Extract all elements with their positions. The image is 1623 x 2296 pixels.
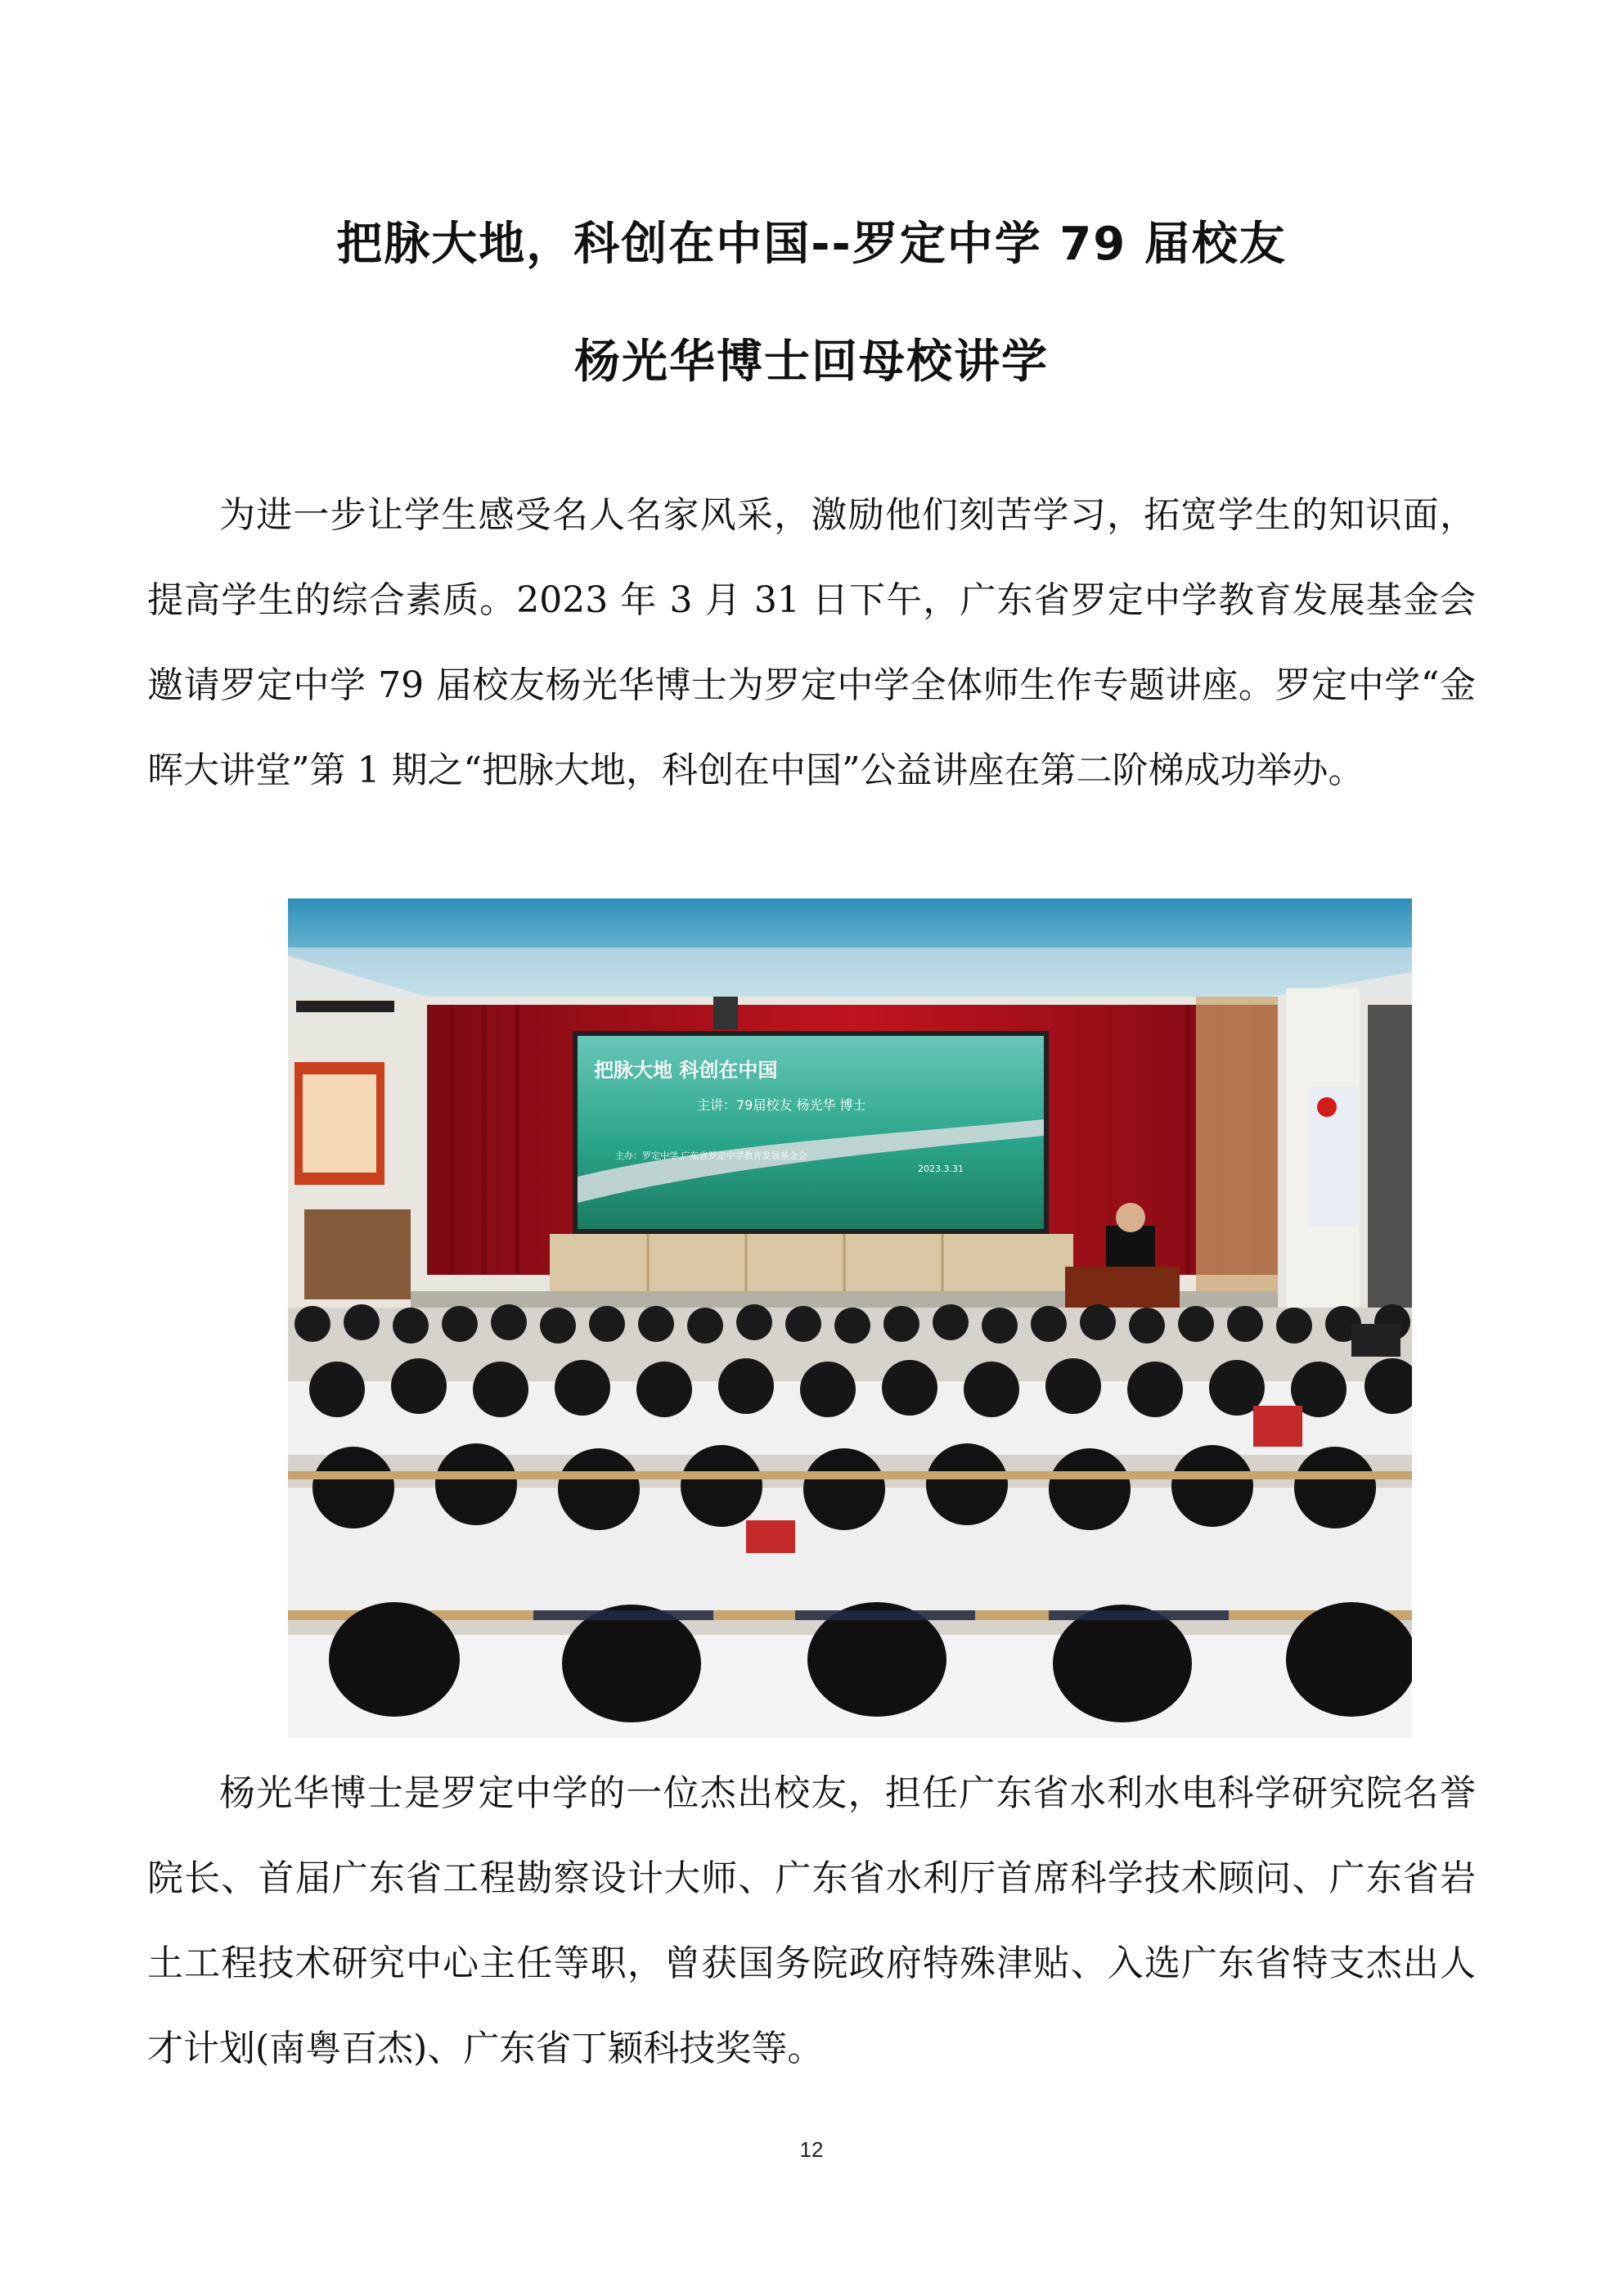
intro-paragraph: 为进一步让学生感受名人名家风采，激励他们刻苦学习，拓宽学生的知识面，提高学生的综合素质。2023 年 3 月 31 日下午，广东省罗定中学教育发展基金会邀请罗定中学 79 届校友杨光华博士为罗定中学全体师生作专题讲座。罗定中学“金晖大讲堂”第 1 期之“把脉大地，科创在中国”公益讲座在第二阶梯成功举办。 (147, 494, 1476, 791)
screen-date: 2023.3.31 (918, 1164, 964, 1174)
page-number: 12 (799, 2137, 824, 2162)
screen-host: 主办：罗定中学 广东省罗定中学教育发展基金会 (615, 1150, 807, 1161)
article-title-line2: 杨光华博士回母校讲学 (574, 335, 1049, 389)
screen-title: 把脉大地 科创在中国 (594, 1059, 778, 1082)
article-title-line1: 把脉大地，科创在中国--罗定中学 79 届校友 (336, 218, 1287, 271)
screen-speaker: 主讲：79届校友 杨光华 博士 (697, 1097, 866, 1113)
lecture-hall-photo (288, 898, 1412, 1738)
audience (288, 1304, 1412, 1738)
bio-paragraph: 杨光华博士是罗定中学的一位杰出校友，担任广东省水利水电科学研究院名誉院长、首届广东省工程勘察设计大师、广东省水利厅首席科学技术顾问、广东省岩土工程技术研究中心主任等职，曾获国务院政府特殊津贴、入选广东省特支杰出人才计划(南粤百杰)、广东省丁颖科技奖等。 (147, 1772, 1476, 2069)
